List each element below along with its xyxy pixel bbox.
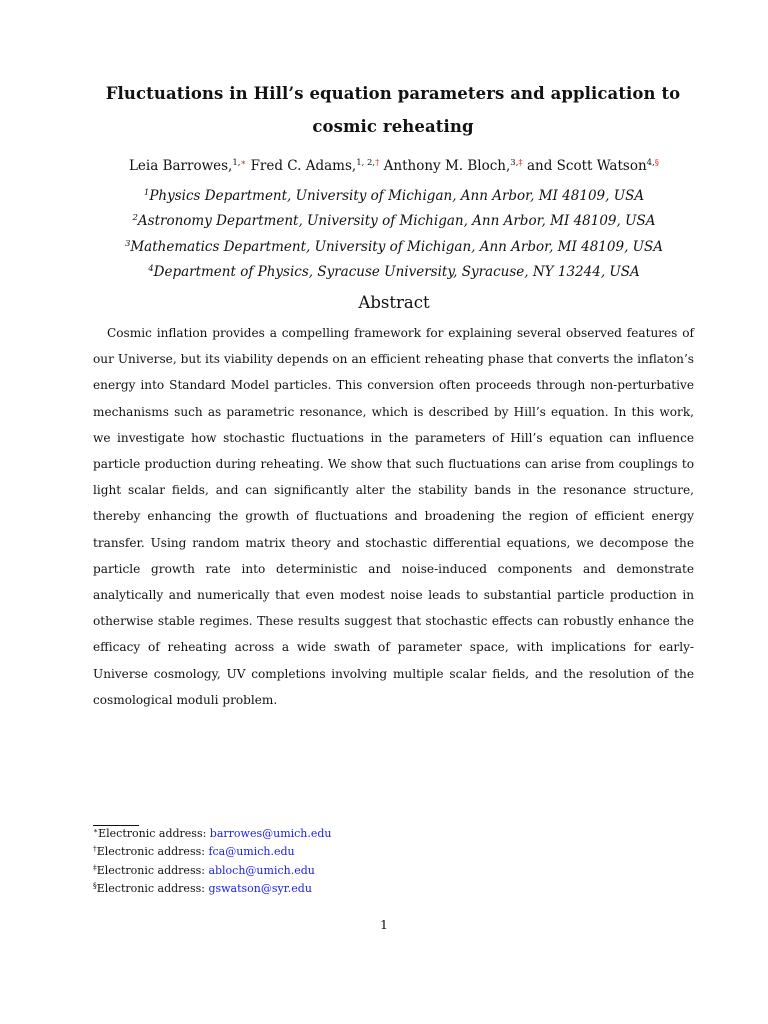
affiliation: [60, 239, 728, 255]
footnote-reference-link[interactable]: ‡: [518, 158, 523, 168]
footnote: [93, 845, 295, 858]
affiliation: [60, 213, 728, 229]
author-name: Leia Barrowes,: [128, 158, 233, 174]
footnote-reference-link[interactable]: †: [375, 158, 380, 168]
author-affiliation-mark: 3,: [510, 158, 519, 168]
affiliation: [60, 264, 728, 280]
author-name: and Scott Watson: [526, 158, 647, 174]
affiliation-text: Mathematics Department, University of Michigan, Ann Arbor, MI 48109, USA: [130, 239, 664, 255]
footnote-mark: ‡: [93, 863, 97, 872]
author-name: Fred C. Adams,: [250, 158, 357, 174]
footnote-label: Electronic address:: [96, 845, 205, 858]
footnote-reference-link[interactable]: §: [654, 158, 660, 168]
email-link[interactable]: gswatson@syr.edu: [208, 882, 312, 895]
footnote-mark: §: [93, 881, 97, 890]
paper-title-line-2: cosmic reheating: [312, 117, 474, 136]
author-affiliation-mark: 1,: [232, 158, 241, 168]
email-link[interactable]: fca@umich.edu: [208, 845, 295, 858]
email-link[interactable]: abloch@umich.edu: [208, 864, 315, 877]
affiliation-number: 1: [143, 188, 150, 198]
author-affiliation-mark: 1, 2,: [356, 158, 376, 168]
affiliation-number: 3: [124, 239, 131, 249]
page-number: 1: [380, 917, 388, 932]
abstract-heading: Abstract: [358, 293, 430, 312]
email-link[interactable]: barrowes@umich.edu: [209, 827, 332, 840]
footnote-mark: †: [93, 844, 97, 853]
footnote-label: Electronic address:: [96, 864, 205, 877]
abstract-body: Cosmic inflation provides a compelling framework for explaining several observed features of our Universe, but its viability depends on an efficient reheating phase that converts the inflaton’s energy into Standard Model particles. This conversion often proceeds through non-perturbative mechanisms such as parametric resonance, which is described by Hill’s equation. In this work, we investigate how stochastic fluctuations in the parameters of Hill’s equation can influence particle production during reheating. We show that such fluctuations can arise from couplings to light scalar fields, and can significantly alter the stability bands in the resonance structure, thereby enhancing the growth of fluctuations and broadening the region of efficient energy transfer. Using random matrix theory and stochastic differential equations, we decompose the particle growth rate into deterministic and noise-induced components and demonstrate analytically and numerically that even modest noise leads to substantial particle production in otherwise stable regimes. These results suggest that stochastic effects can robustly enhance the efficacy of reheating across a wide swath of parameter space, with implications for early-Universe cosmology, UV completions involving multiple scalar fields, and the resolution of the cosmological moduli problem.: [93, 326, 694, 707]
affiliation-text: Physics Department, University of Michigan, Ann Arbor, MI 48109, USA: [149, 188, 645, 204]
affiliation-text: Astronomy Department, University of Michigan, Ann Arbor, MI 48109, USA: [137, 213, 656, 229]
author-name: Anthony M. Bloch,: [383, 158, 511, 174]
footnote-label: Electronic address:: [98, 827, 207, 840]
affiliation-number: 4: [148, 264, 154, 274]
author-affiliation-mark: 4,: [646, 158, 655, 168]
footnote: [93, 827, 332, 840]
affiliation-number: 2: [132, 213, 138, 223]
footnote-divider: [93, 825, 139, 826]
footnote: [93, 864, 315, 877]
paper-title-line-1: Fluctuations in Hill’s equation parameters and application to: [105, 84, 681, 103]
affiliation: [60, 188, 728, 204]
affiliation-text: Department of Physics, Syracuse University, Syracuse, NY 13244, USA: [153, 264, 640, 280]
footnote: [93, 882, 312, 895]
author-list: [60, 158, 728, 174]
footnote-mark: ∗: [93, 826, 99, 835]
footnote-label: Electronic address:: [96, 882, 205, 895]
footnote-reference-link[interactable]: ∗: [240, 158, 247, 168]
